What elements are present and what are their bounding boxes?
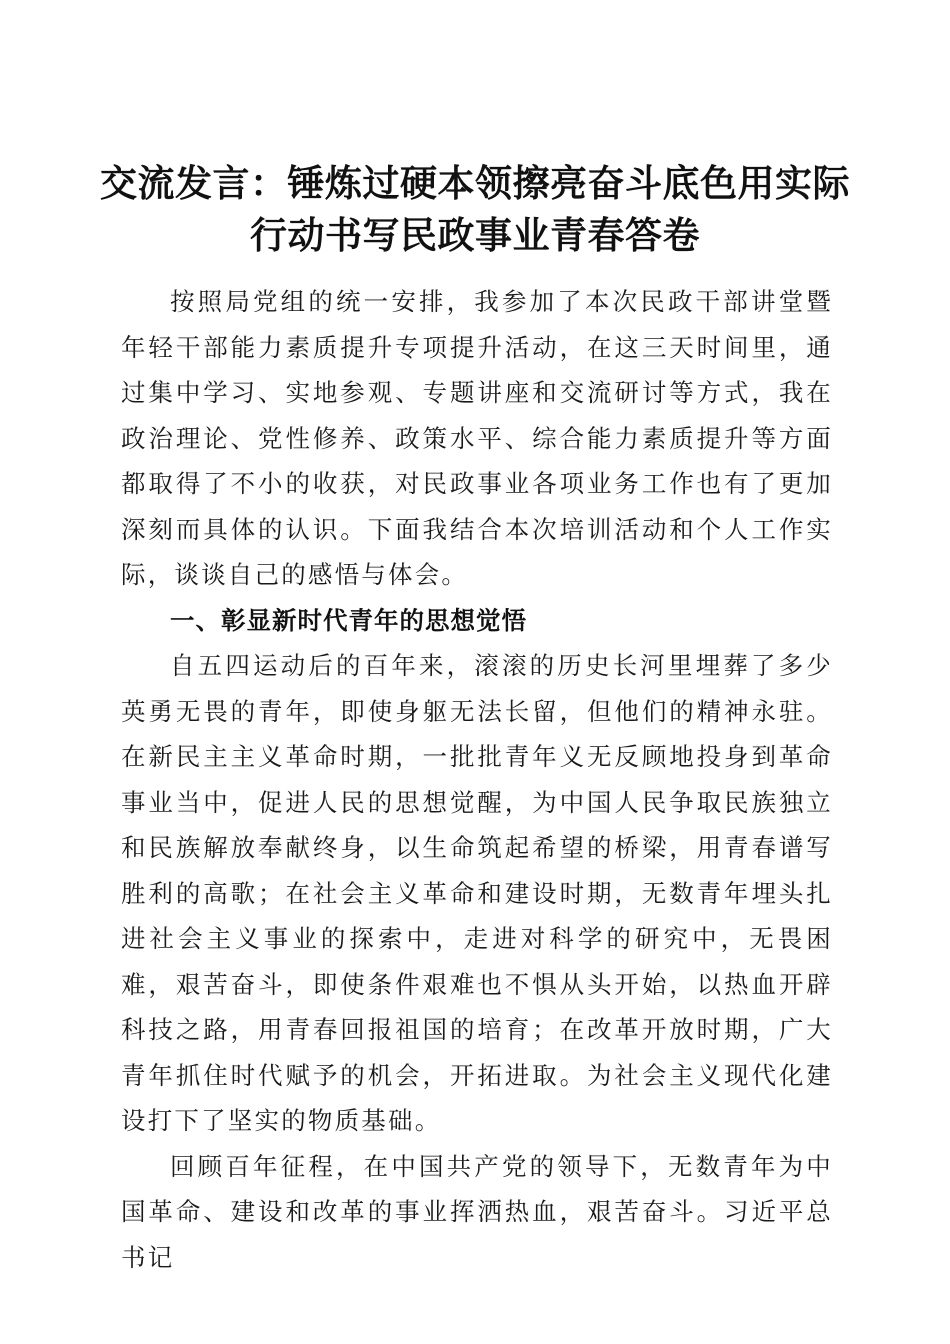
paragraph-intro: 按照局党组的统一安排，我参加了本次民政干部讲堂暨年轻干部能力素质提升专项提升活动，在这三天时间里，通过集中学习、实地参观、专题讲座和交流研讨等方式，我在政治理论、党性修养、政策水平、综合能力素质提升等方面都取得了不小的收获，对民政事业各项业务工作也有了更加深刻而具体的认识。下面我结合本次培训活动和个人工作实际，谈谈自己的感悟与体会。 xyxy=(121,287,833,589)
section-heading-1: 一、彰显新时代青年的思想觉悟 xyxy=(170,605,527,635)
paragraph-review: 回顾百年征程，在中国共产党的领导下，无数青年为中国革命、建设和改革的事业挥洒热血，艰苦奋斗。习近平总书记 xyxy=(121,1151,833,1272)
title-line-1: 交流发言：锤炼过硬本领擦亮奋斗底色用实际 xyxy=(100,160,850,205)
document-body xyxy=(121,279,833,1280)
document-title xyxy=(100,157,850,261)
title-line-2: 行动书写民政事业青春答卷 xyxy=(250,212,700,257)
paragraph-history: 自五四运动后的百年来，滚滚的历史长河里埋葬了多少英勇无畏的青年，即使身躯无法长留，但他们的精神永驻。在新民主主义革命时期，一批批青年义无反顾地投身到革命事业当中，促进人民的思想觉醒，为中国人民争取民族独立和民族解放奉献终身，以生命筑起希望的桥梁，用青春谱写胜利的高歌；在社会主义革命和建设时期，无数青年埋头扎进社会主义事业的探索中，走进对科学的研究中，无畏困难，艰苦奋斗，即使条件艰难也不惧从头开始，以热血开辟科技之路，用青春回报祖国的培育；在改革开放时期，广大青年抓住时代赋予的机会，开拓进取。为社会主义现代化建设打下了坚实的物质基础。 xyxy=(121,651,833,1135)
